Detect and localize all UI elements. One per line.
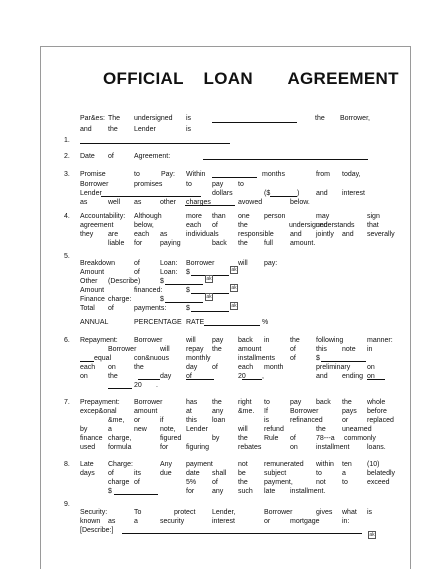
text-word: has	[186, 399, 198, 406]
text-word: (10)	[367, 461, 380, 468]
text-word: month	[264, 364, 284, 371]
text-word: interest	[212, 518, 235, 525]
text-word: %	[262, 319, 269, 326]
text-word: Borrower	[186, 260, 215, 267]
text-word: equal	[94, 355, 112, 362]
text-word: Amount	[80, 269, 105, 276]
text-word: individuals	[186, 231, 219, 238]
text-word: the	[315, 115, 325, 122]
text-word: con&nuous	[134, 355, 170, 362]
text-word: in:	[342, 518, 350, 525]
text-word: pay	[212, 181, 224, 188]
text-word: than	[212, 213, 226, 220]
text-word: one	[238, 213, 250, 220]
text-word: Although	[134, 213, 162, 220]
text-word: ten	[342, 461, 352, 468]
text-word: interest	[342, 190, 365, 197]
text-word: on	[108, 364, 116, 371]
text-word: Lender	[80, 190, 102, 197]
text-word: $	[316, 355, 320, 362]
text-word: amount.	[290, 240, 316, 247]
text-word: excep&onal	[80, 408, 117, 415]
text-word: will	[186, 337, 196, 344]
text-word: charge	[108, 479, 130, 486]
blank-field-line[interactable]	[367, 379, 385, 380]
text-word: replaced	[367, 417, 394, 424]
text-word: note,	[160, 426, 176, 433]
field-box-icon: ak	[231, 267, 237, 273]
text-word: of	[186, 373, 192, 380]
text-word: to	[316, 470, 322, 477]
text-word: Lender	[186, 426, 208, 433]
text-word: full	[264, 240, 273, 247]
text-word: below.	[290, 199, 310, 206]
text-word: charges	[186, 199, 211, 206]
text-word: security	[160, 518, 185, 525]
blank-field-line[interactable]	[165, 284, 203, 285]
section-number: 5.	[64, 253, 70, 260]
text-word: this	[316, 346, 327, 353]
blank-field-line[interactable]	[203, 159, 368, 160]
text-word: in	[264, 337, 270, 344]
document-title: OFFICIAL LOAN AGREEMENT	[103, 69, 399, 88]
text-word: what	[342, 509, 357, 516]
text-word: each	[80, 364, 96, 371]
text-word: installments	[238, 355, 275, 362]
text-word: financed:	[134, 287, 163, 294]
text-word: subject	[264, 470, 287, 477]
text-word: of	[212, 479, 218, 486]
blank-field-line[interactable]	[185, 205, 235, 206]
text-word: within	[316, 461, 334, 468]
text-word: before	[367, 408, 387, 415]
text-word: be	[238, 470, 246, 477]
text-word: If	[264, 408, 268, 415]
text-word: is	[367, 509, 373, 516]
text-word: a	[134, 518, 138, 525]
text-word: is	[186, 115, 192, 122]
text-word: back	[212, 240, 227, 247]
text-word: Date	[80, 153, 95, 160]
blank-field-line[interactable]	[138, 379, 160, 380]
text-word: or	[342, 417, 349, 424]
text-word: and	[80, 126, 92, 133]
text-word: the	[212, 399, 222, 406]
section-number: 9.	[64, 501, 70, 508]
blank-field-line[interactable]	[242, 379, 262, 380]
text-word: Loan:	[160, 260, 178, 267]
text-word: undersigned	[289, 222, 328, 229]
text-word: other	[160, 199, 176, 206]
section-number: 2.	[64, 153, 70, 160]
text-word: $	[186, 305, 190, 312]
text-word: months	[262, 171, 285, 178]
blank-field-line[interactable]	[204, 325, 260, 326]
field-box-icon: ak	[231, 285, 237, 291]
field-box-icon: ak	[206, 276, 212, 282]
field-box-icon: ak	[369, 532, 375, 538]
text-word: and	[342, 231, 354, 238]
text-word: to	[134, 171, 140, 178]
text-word: of	[134, 260, 140, 267]
text-word: Borrower,	[340, 115, 370, 122]
text-word: each	[238, 364, 254, 371]
section-number: 6.	[64, 337, 70, 344]
text-word: promises	[134, 181, 163, 188]
text-word: by	[80, 426, 88, 433]
text-word: preliminary	[316, 364, 351, 371]
text-word: finance	[80, 435, 103, 442]
text-word: the	[290, 337, 300, 344]
text-word: each	[186, 222, 202, 229]
text-word: back	[316, 399, 331, 406]
text-word: of	[108, 470, 114, 477]
text-word: Charge:	[108, 461, 133, 468]
text-word: remunerated	[264, 461, 304, 468]
text-word: liable	[108, 240, 125, 247]
text-word: on	[290, 444, 298, 451]
text-word: known	[80, 518, 101, 525]
text-word: of	[290, 355, 296, 362]
text-word: from	[316, 171, 330, 178]
text-word: today,	[342, 171, 361, 178]
text-word: understands	[316, 222, 355, 229]
text-word: are	[108, 231, 119, 238]
text-word: Total	[80, 305, 95, 312]
text-word: Borrower	[108, 346, 137, 353]
text-word: Other	[80, 278, 98, 285]
text-word: belatedly	[367, 470, 396, 477]
document-page	[40, 46, 411, 569]
text-word: 78---a	[316, 435, 335, 442]
section-number: 7.	[64, 399, 70, 406]
text-word: manner:	[367, 337, 393, 344]
blank-field-line[interactable]	[108, 388, 132, 389]
text-word: and	[316, 190, 328, 197]
text-word: not	[316, 479, 326, 486]
text-word: for	[160, 444, 169, 451]
text-word: day	[186, 364, 198, 371]
text-word: ,	[262, 373, 264, 380]
text-word: right	[238, 399, 252, 406]
text-word: or	[134, 417, 141, 424]
text-word: and	[290, 231, 302, 238]
text-word: Within	[186, 171, 206, 178]
text-word: RATE	[186, 319, 205, 326]
text-word: Any	[160, 461, 173, 468]
text-word: loan	[212, 417, 226, 424]
text-word: protect	[174, 509, 196, 516]
text-word: to	[342, 479, 348, 486]
text-word: Borrower	[290, 408, 319, 415]
text-word: Late	[80, 461, 94, 468]
text-word: this	[186, 417, 197, 424]
text-word: exceed	[367, 479, 390, 486]
text-word: back	[238, 337, 253, 344]
text-word: of	[290, 346, 296, 353]
text-word: a	[108, 426, 112, 433]
text-word: unearned	[342, 426, 372, 433]
text-word: the	[316, 426, 326, 433]
text-word: any	[212, 408, 224, 415]
text-word: to	[264, 399, 270, 406]
text-word: Promise	[80, 171, 106, 178]
blank-field-line[interactable]	[212, 177, 257, 178]
text-word: that	[367, 222, 379, 229]
text-word: paying	[160, 240, 181, 247]
text-word: days	[80, 470, 95, 477]
text-word: following	[316, 337, 344, 344]
text-word: of	[108, 305, 114, 312]
text-word: of	[134, 479, 140, 486]
text-word: payments:	[134, 305, 167, 312]
text-word: of	[212, 364, 218, 371]
text-word: any	[212, 488, 224, 495]
text-word: as	[80, 199, 88, 206]
text-word: of	[134, 269, 140, 276]
text-word: ending	[342, 373, 364, 380]
text-word: the	[134, 364, 144, 371]
text-word: not	[238, 461, 248, 468]
section-number: 8.	[64, 461, 70, 468]
text-word: the	[108, 373, 118, 380]
text-word: refinanced	[290, 417, 323, 424]
text-word: such	[238, 488, 253, 495]
text-word: Accountability:	[80, 213, 126, 220]
text-word: on	[80, 373, 88, 380]
text-word: .	[156, 382, 158, 389]
text-word: its	[134, 470, 141, 477]
text-word: $	[160, 296, 164, 303]
text-word: the	[212, 346, 222, 353]
text-word: pay	[290, 399, 302, 406]
text-word: Security:	[80, 509, 108, 516]
text-word: Repayment:	[80, 337, 118, 344]
text-word: commonly	[344, 435, 376, 442]
text-word: responsible	[238, 231, 274, 238]
text-word: (Describe)	[108, 278, 141, 285]
text-word: will	[238, 260, 248, 267]
text-word: is	[264, 417, 270, 424]
text-word: the	[238, 222, 248, 229]
text-word: below,	[134, 222, 154, 229]
text-word: jointly	[316, 231, 334, 238]
text-word: as	[160, 231, 168, 238]
blank-field-line[interactable]	[212, 122, 297, 123]
text-word: and	[316, 373, 328, 380]
section-number: 3.	[64, 171, 70, 178]
section-number: 4.	[64, 213, 70, 220]
text-word: Pay:	[161, 171, 176, 178]
text-word: pays	[342, 408, 357, 415]
text-word: Rule	[264, 435, 279, 442]
text-word: Loan:	[160, 269, 178, 276]
text-word: of	[108, 153, 114, 160]
text-word: as	[108, 518, 116, 525]
text-word: payment,	[264, 479, 293, 486]
text-word: severally	[367, 231, 395, 238]
text-word: will	[160, 346, 170, 353]
text-word: The	[108, 115, 121, 122]
text-word: monthly	[186, 355, 211, 362]
text-word: Agreement:	[134, 153, 171, 160]
text-word: dollars	[212, 190, 233, 197]
text-word: they	[80, 231, 94, 238]
text-word: figured	[160, 435, 182, 442]
text-word: refund	[264, 426, 284, 433]
text-word: used	[80, 444, 96, 451]
text-word: pay:	[264, 260, 278, 267]
text-word: avowed	[238, 199, 263, 206]
text-word: at	[186, 408, 192, 415]
text-word: by	[212, 435, 220, 442]
text-word: to	[238, 181, 244, 188]
text-word: agreement	[80, 222, 114, 229]
text-word: on	[367, 364, 375, 371]
text-word: new	[134, 426, 147, 433]
text-word: date	[186, 470, 200, 477]
text-word: in	[367, 346, 373, 353]
text-word: the	[238, 240, 248, 247]
text-word: To	[134, 509, 142, 516]
field-box-icon: ak	[231, 303, 237, 309]
text-word: well	[108, 199, 121, 206]
text-word: amount	[238, 346, 262, 353]
text-word: loans.	[367, 444, 386, 451]
text-word: rebates	[238, 444, 262, 451]
section-number: 1.	[64, 137, 70, 144]
text-word: shall	[212, 470, 227, 477]
blank-field-line[interactable]	[101, 196, 201, 197]
text-word: &me.	[238, 408, 255, 415]
text-word: Lender	[134, 126, 156, 133]
text-word: charge:	[108, 296, 132, 303]
text-word: the	[108, 126, 118, 133]
text-word: [Describe:]	[80, 527, 114, 534]
text-word: Borrower	[80, 181, 109, 188]
text-word: will	[238, 426, 248, 433]
blank-field-line[interactable]	[114, 494, 158, 495]
text-word: the	[342, 399, 352, 406]
field-box-icon: ak	[206, 294, 212, 300]
text-word: a	[342, 470, 346, 477]
text-word: of	[290, 435, 296, 442]
text-word: may	[316, 213, 330, 220]
text-word: charge,	[108, 435, 132, 442]
text-word: sign	[367, 213, 380, 220]
text-word: or	[264, 518, 271, 525]
text-word: Borrower	[134, 399, 163, 406]
text-word: Par&es:	[80, 115, 105, 122]
text-word: each	[134, 231, 150, 238]
text-word: pay	[212, 337, 224, 344]
text-word: $	[186, 269, 190, 276]
text-word: more	[186, 213, 202, 220]
text-word: the	[238, 479, 248, 486]
text-word: $	[186, 287, 190, 294]
text-word: installment.	[290, 488, 326, 495]
text-word: )	[297, 190, 300, 197]
text-word: is	[186, 126, 192, 133]
blank-field-line[interactable]	[186, 379, 214, 380]
text-word: for	[134, 240, 143, 247]
blank-field-line[interactable]	[270, 196, 297, 197]
text-word: Borrower	[264, 509, 293, 516]
text-word: PERCENTAGE	[134, 319, 182, 326]
text-word: Breakdown	[80, 260, 116, 267]
text-word: 20	[238, 373, 246, 380]
blank-field-line[interactable]	[321, 361, 366, 362]
text-word: Amount	[80, 287, 105, 294]
text-word: of	[212, 222, 218, 229]
text-word: the	[238, 435, 248, 442]
blank-field-line[interactable]	[191, 311, 229, 312]
text-word: Finance	[80, 296, 105, 303]
text-word: amount	[134, 408, 158, 415]
text-word: due	[160, 470, 172, 477]
text-word: whole	[367, 399, 386, 406]
text-word: &me,	[108, 417, 125, 424]
text-word: as	[134, 199, 142, 206]
text-word: Lender,	[212, 509, 236, 516]
text-word: gives	[316, 509, 333, 516]
text-word: to	[186, 181, 192, 188]
text-word: repay	[186, 346, 204, 353]
text-word: 5%	[186, 479, 197, 486]
text-word: formula	[108, 444, 132, 451]
text-word: late	[264, 488, 276, 495]
text-word: mortgage	[290, 518, 320, 525]
text-word: note	[342, 346, 356, 353]
text-word: day	[160, 373, 172, 380]
blank-field-line[interactable]	[122, 533, 362, 534]
blank-field-line[interactable]	[80, 143, 230, 144]
text-word: installment	[316, 444, 350, 451]
text-word: for	[186, 488, 195, 495]
text-word: figuring	[186, 444, 209, 451]
text-word: Borrower	[134, 337, 163, 344]
text-word: ($	[264, 190, 271, 197]
text-word: 20	[134, 382, 142, 389]
text-word: $	[160, 278, 164, 285]
blank-field-line[interactable]	[80, 361, 94, 362]
text-word: $	[108, 488, 112, 495]
text-word: Prepayment:	[80, 399, 120, 406]
text-word: on	[367, 373, 375, 380]
text-word: if	[160, 417, 164, 424]
text-word: person	[264, 213, 286, 220]
text-word: undersigned	[134, 115, 173, 122]
text-word: payment	[186, 461, 213, 468]
blank-field-line[interactable]	[165, 302, 203, 303]
text-word: ANNUAL	[80, 319, 109, 326]
